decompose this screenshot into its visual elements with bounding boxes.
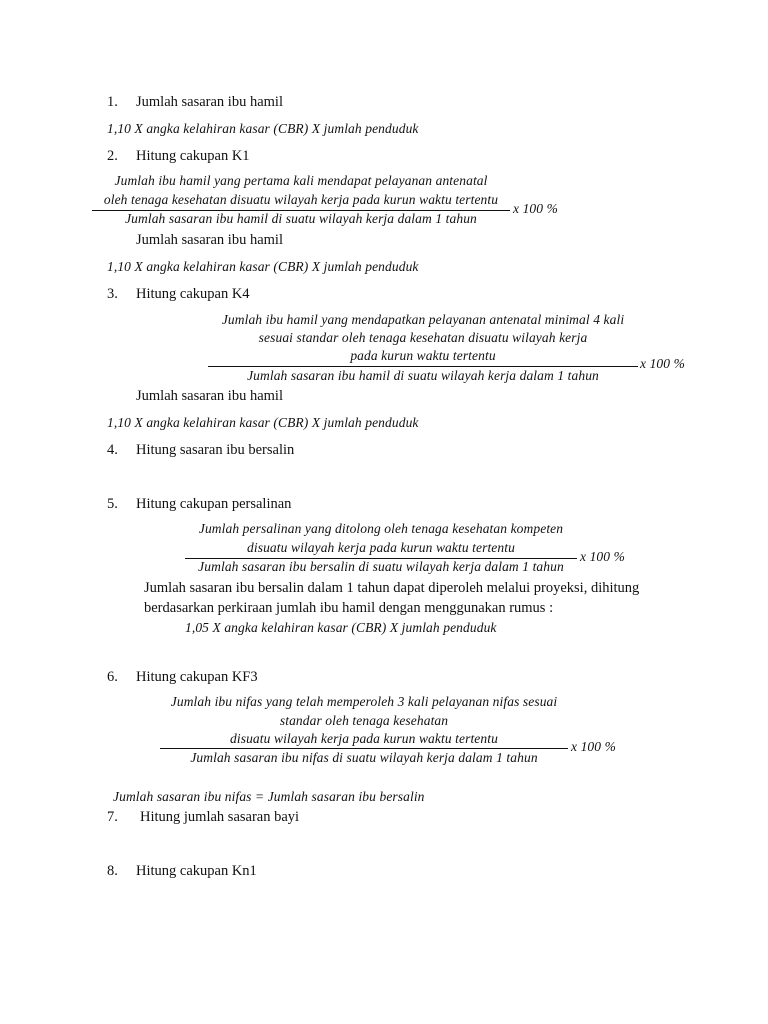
item-8-number: 8.	[107, 863, 118, 879]
item-8-label: Hitung cakupan Kn1	[136, 863, 257, 879]
item-2-number: 2.	[107, 148, 118, 164]
k4-numerator-line-1: Jumlah ibu hamil yang mendapatkan pelayanan antenatal minimal 4 kali	[221, 312, 625, 327]
item-2-label: Hitung cakupan K1	[136, 148, 250, 164]
item-4-label: Hitung sasaran ibu bersalin	[136, 442, 295, 458]
sub-label-ibu-hamil-1: Jumlah sasaran ibu hamil	[136, 232, 283, 248]
formula-sasaran-ibu-hamil: 1,10 X angka kelahiran kasar (CBR) X jumlah penduduk	[107, 121, 419, 136]
item-7-number: 7.	[107, 809, 118, 825]
formula-sasaran-ibu-hamil-3: 1,10 X angka kelahiran kasar (CBR) X jumlah penduduk	[107, 415, 419, 430]
persalinan-numerator-line-1: Jumlah persalinan yang ditolong oleh tenaga kesehatan kompeten	[198, 521, 564, 536]
item-6-label: Hitung cakupan KF3	[136, 669, 258, 685]
k4-fraction-bar	[208, 366, 638, 367]
k1-multiplier: x 100 %	[513, 201, 558, 216]
item-1-number: 1.	[107, 94, 118, 110]
kf3-numerator-line-2: standar oleh tenaga kesehatan	[279, 713, 449, 728]
k4-numerator-line-3: pada kurun waktu tertentu	[350, 348, 496, 363]
item-1-label: Jumlah sasaran ibu hamil	[136, 94, 283, 110]
persalinan-note-line-1: Jumlah sasaran ibu bersalin dalam 1 tahun dapat diperoleh melalui proyeksi, dihitung	[144, 580, 640, 596]
k4-denominator: Jumlah sasaran ibu hamil di suatu wilayah kerja dalam 1 tahun	[247, 368, 599, 383]
kf3-multiplier: x 100 %	[571, 739, 616, 754]
k4-numerator-line-2: sesuai standar oleh tenaga kesehatan disuatu wilayah kerja	[258, 330, 588, 345]
persalinan-multiplier: x 100 %	[580, 549, 625, 564]
persalinan-numerator-line-2: disuatu wilayah kerja pada kurun waktu tertentu	[247, 540, 515, 555]
item-3-number: 3.	[107, 286, 118, 302]
k1-numerator-line-1: Jumlah ibu hamil yang pertama kali mendapat pelayanan antenatal	[114, 173, 488, 188]
k1-numerator-line-2: oleh tenaga kesehatan disuatu wilayah kerja pada kurun waktu tertentu	[103, 192, 499, 207]
kf3-denominator: Jumlah sasaran ibu nifas di suatu wilayah kerja dalam 1 tahun	[190, 750, 538, 765]
kf3-equality: Jumlah sasaran ibu nifas = Jumlah sasaran ibu bersalin	[113, 789, 425, 804]
item-6-number: 6.	[107, 669, 118, 685]
formula-sasaran-ibu-hamil-2: 1,10 X angka kelahiran kasar (CBR) X jumlah penduduk	[107, 259, 419, 274]
kf3-numerator-line-1: Jumlah ibu nifas yang telah memperoleh 3 kali pelayanan nifas sesuai	[170, 694, 558, 709]
persalinan-denominator: Jumlah sasaran ibu bersalin di suatu wilayah kerja dalam 1 tahun	[198, 559, 564, 574]
item-5-label: Hitung cakupan persalinan	[136, 496, 292, 512]
kf3-numerator-line-3: disuatu wilayah kerja pada kurun waktu tertentu	[230, 731, 498, 746]
item-3-label: Hitung cakupan K4	[136, 286, 250, 302]
item-7-label: Hitung jumlah sasaran bayi	[140, 809, 300, 825]
k4-multiplier: x 100 %	[640, 356, 685, 371]
formula-sasaran-ibu-bersalin: 1,05 X angka kelahiran kasar (CBR) X jumlah penduduk	[185, 620, 497, 635]
sub-label-ibu-hamil-2: Jumlah sasaran ibu hamil	[136, 388, 283, 404]
item-5-number: 5.	[107, 496, 118, 512]
item-4-number: 4.	[107, 442, 118, 458]
k1-denominator: Jumlah sasaran ibu hamil di suatu wilayah kerja dalam 1 tahun	[125, 211, 477, 226]
kf3-fraction-bar	[160, 748, 568, 749]
persalinan-note-line-2: berdasarkan perkiraan jumlah ibu hamil dengan menggunakan rumus :	[144, 600, 554, 616]
